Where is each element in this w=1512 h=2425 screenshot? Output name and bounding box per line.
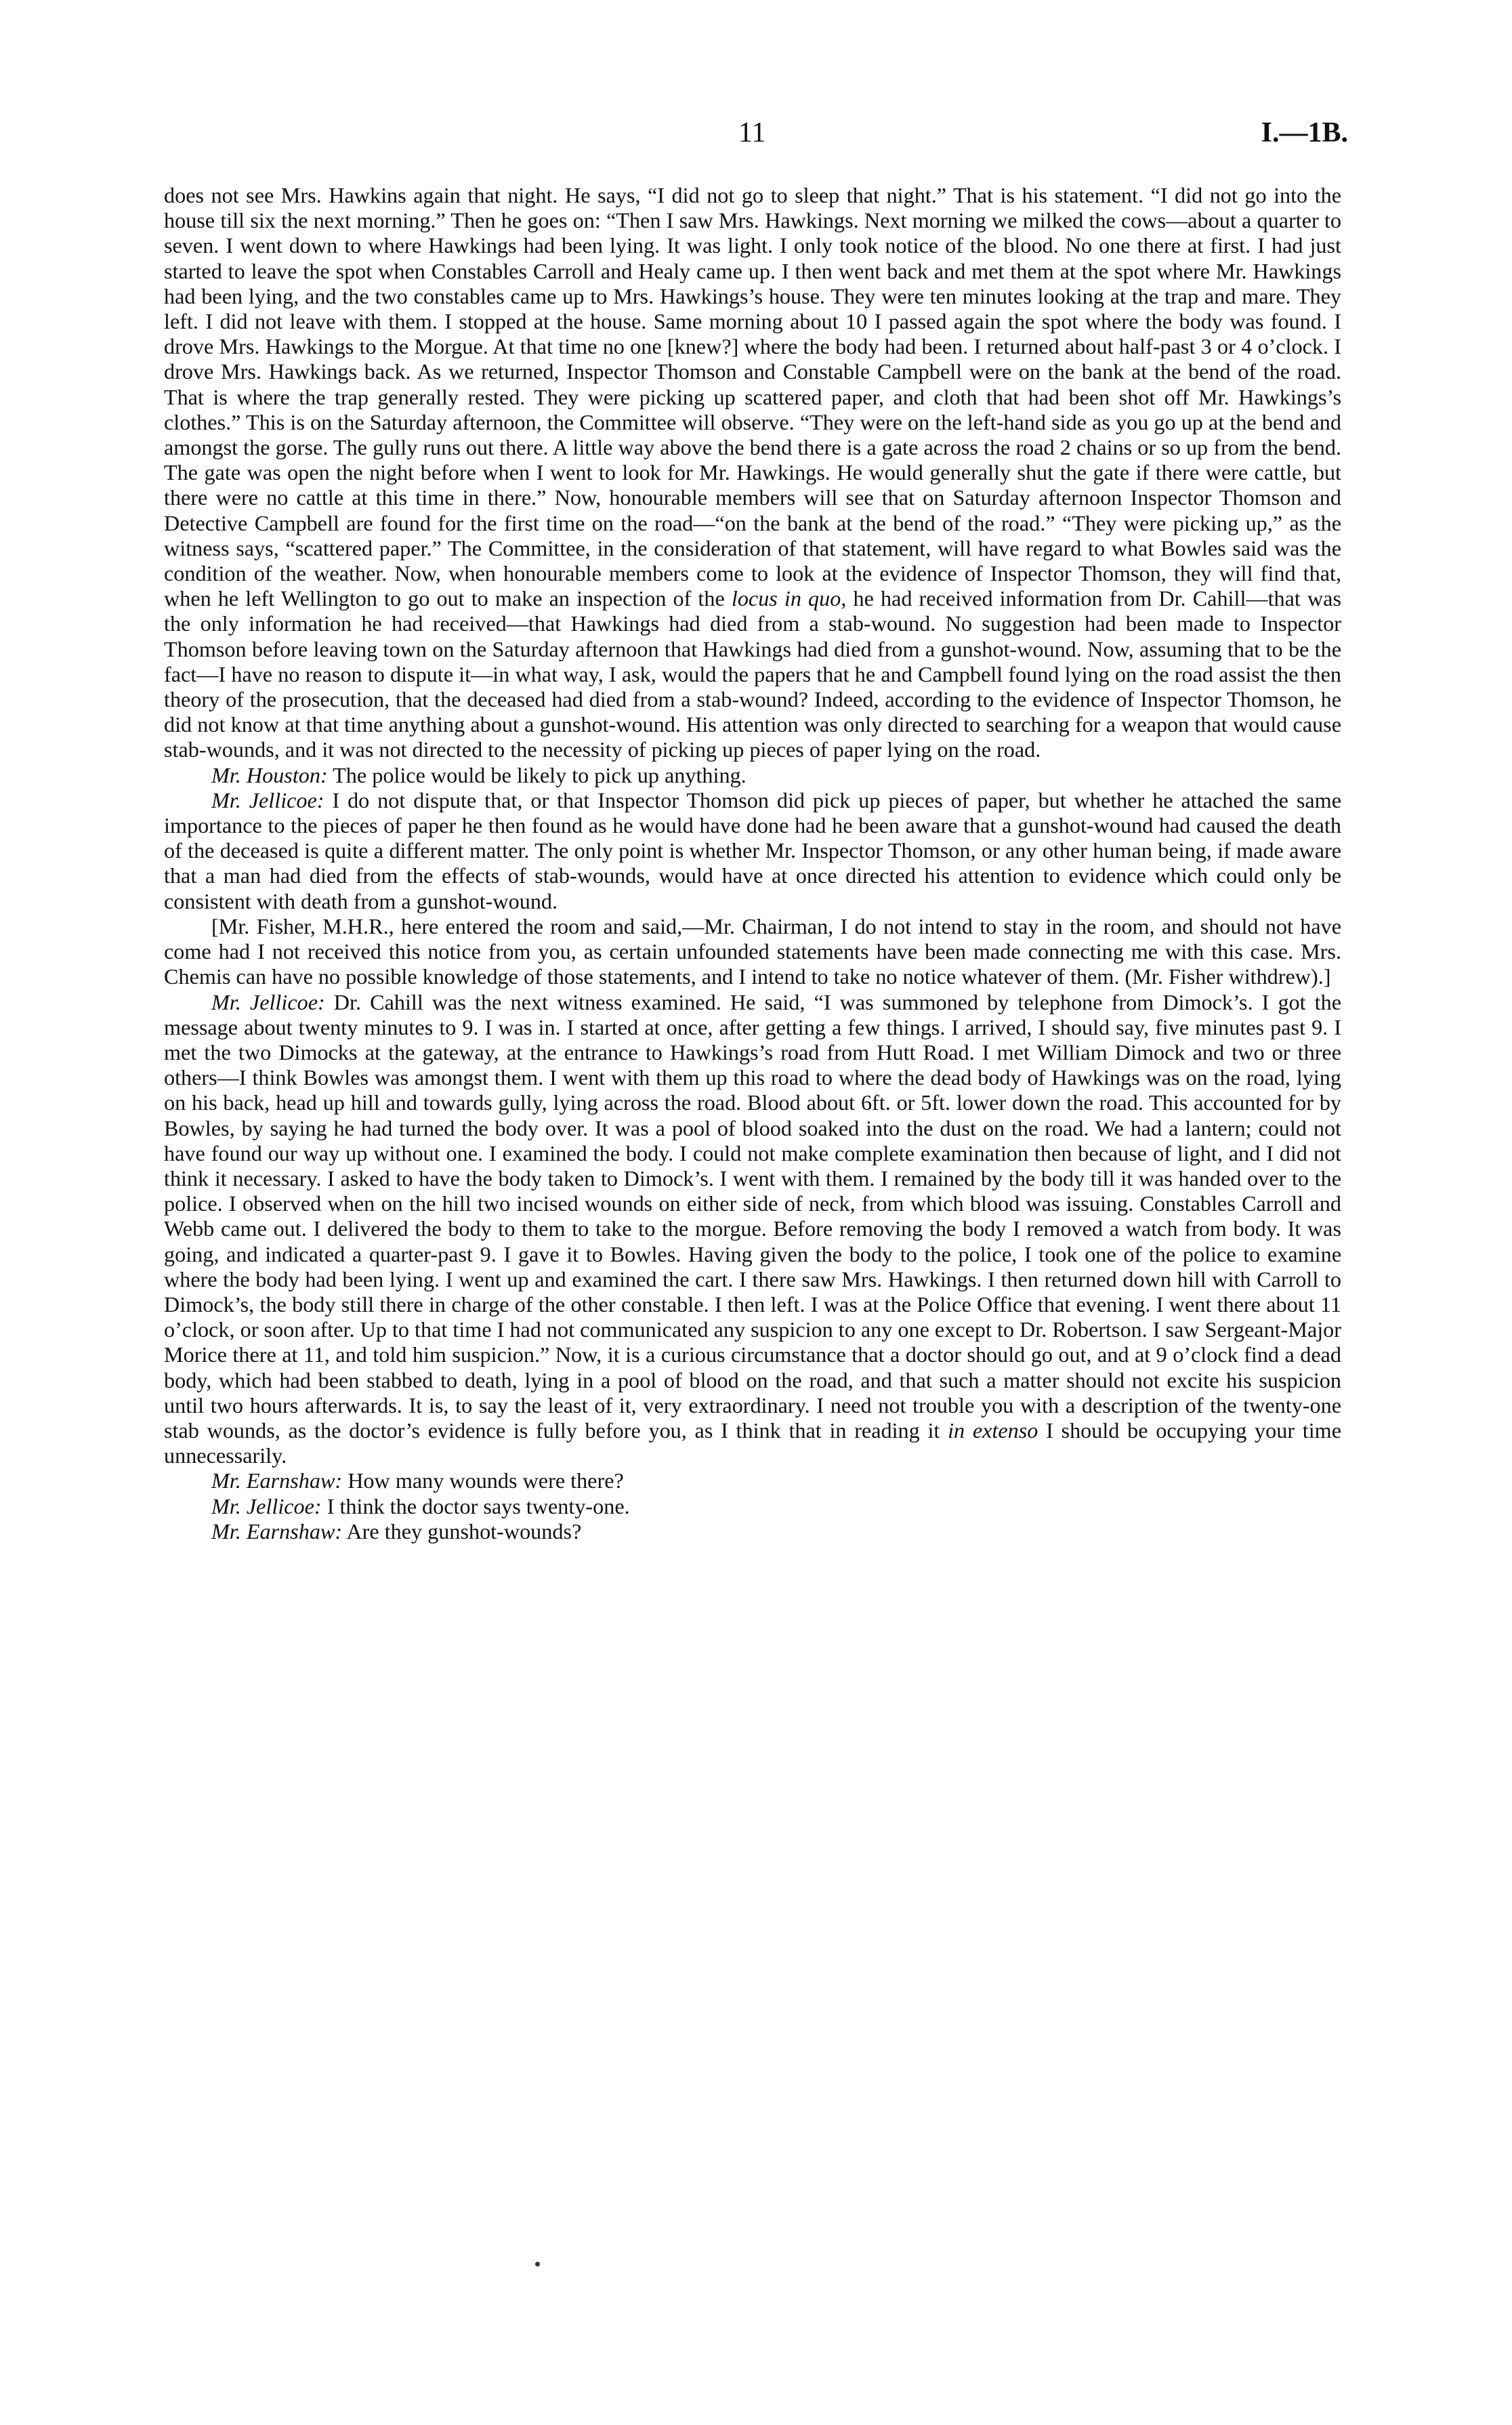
- speaker-name: Mr. Jellicoe:: [211, 989, 325, 1014]
- paragraph-earnshaw-followup: [164, 1519, 1341, 1544]
- paragraph-text: Are they gunshot-wounds?: [342, 1518, 582, 1543]
- paragraph-hawkings-testimony: [164, 183, 1341, 763]
- italic-phrase: in extenso: [948, 1417, 1038, 1443]
- speaker-name: Mr. Earnshaw:: [211, 1468, 343, 1493]
- paragraph-text: , he had received information from Dr. Cahill—that was the only information he had received—that Hawkings had died from a stab-wound. No suggestion had been made to Inspector Thomson before leaving town on the Saturday afternoon that Hawkings had died from a gunshot-wound. Now, assuming that to be the fact—I have no reason to dispute it—in what way, I ask, would the papers that he and Campbell found lying on the road assist the then theory of the prosecution, that the deceased had died from a stab-wound? Indeed, according to the evidence of Inspector Thomson, he did not know at that time anything about a gunshot-wound. His attention was only directed to searching for a weapon that would cause stab-wounds, and it was not directed to the necessity of picking up pieces of paper lying on the road.: [164, 586, 1341, 762]
- paragraph-fisher-interjection: [164, 914, 1341, 990]
- paragraph-earnshaw-question: [164, 1468, 1341, 1493]
- paragraph-text: I do not dispute that, or that Inspector Thomson did pick up pieces of paper, but whether he attached the same importance to the pieces of paper he then found as he would have done had he been aware that a gunshot-wound had caused the death of the deceased is quite a different matter. The only point is whether Mr. Inspector Thomson, or any other human being, if made aware that a man had died from the effects of stab-wounds, would have at once directed his attention to evidence which could only be consistent with death from a gunshot-wound.: [164, 787, 1341, 913]
- paragraph-jellicoe-answer: [164, 1494, 1341, 1519]
- speaker-name: Mr. Jellicoe:: [211, 1493, 322, 1518]
- paragraph-text: The police would be likely to pick up anything.: [327, 762, 747, 787]
- page-number: 11: [738, 117, 766, 148]
- document-body: [164, 183, 1341, 1544]
- ink-dot-mark: [535, 2262, 540, 2266]
- document-reference-code: I.—1B.: [1261, 117, 1348, 148]
- paragraph-cahill-evidence: [164, 990, 1341, 1469]
- paragraph-text: [Mr. Fisher, M.H.R., here entered the room and said,—Mr. Chairman, I do not intend to stay in the room, and should not have come had I not received this notice from you, as certain unfounded statements have been made connecting me with this case. Mrs. Chemis can have no possible knowledge of those statements, and I intend to take no notice whatever of them. (Mr. Fisher withdrew).]: [164, 913, 1341, 989]
- speaker-name: Mr. Earnshaw:: [211, 1518, 343, 1543]
- paragraph-houston: [164, 763, 1341, 788]
- paragraph-jellicoe-reply: [164, 788, 1341, 914]
- paragraph-text: Dr. Cahill was the next witness examined. He said, “I was summoned by telephone from Dimock’s. I got the message about twenty minutes to 9. I was in. I started at once, after getting a few things. I arrived, I should say, five minutes past 9. I met the two Dimocks at the gateway, at the entrance to Hawkings’s road from Hutt Road. I met William Dimock and two or three others—I think Bowles was amongst them. I went with them up this road to where the dead body of Hawkings was on the road, lying on his back, head up hill and towards gully, lying across the road. Blood about 6ft. or 5ft. lower down the road. This accounted for by Bowles, by saying he had turned the body over. It was a pool of blood soaked into the dust on the road. We had a lantern; could not have found our way up without one. I examined the body. I could not make complete examination then because of light, and I did not think it necessary. I asked to have the body taken to Dimock’s. I went with them. I remained by the body till it was handed over to the police. I observed when on the hill two incised wounds on either side of neck, from which blood was issuing. Constables Carroll and Webb came out. I delivered the body to them to take to the morgue. Before removing the body I removed a watch from body. It was going, and indicated a quarter-past 9. I gave it to Bowles. Having given the body to the police, I took one of the police to examine where the body had been lying. I went up and examined the cart. I there saw Mrs. Hawkings. I then returned down hill with Carroll to Dimock’s, the body still there in charge of the other constable. I then left. I was at the Police Office that evening. I went there about 11 o’clock, or soon after. Up to that time I had not communicated any suspicion to any one except to Dr. Robertson. I saw Sergeant-Major Morice there at 11, and told him suspicion.” Now, it is a curious circumstance that a doctor should go out, and at 9 o’clock find a dead body, which had been stabbed to death, lying in a pool of blood on the road, and that such a matter should not excite his suspicion until two hours afterwards. It is, to say the least of it, very extraordinary. I need not trouble you with a description of the twenty-one stab wounds, as the doctor’s evidence is fully before you, as I think that in reading it: [164, 989, 1341, 1443]
- speaker-name: Mr. Houston:: [211, 762, 328, 787]
- italic-phrase: locus in quo: [731, 586, 841, 611]
- speaker-name: Mr. Jellicoe:: [211, 787, 324, 812]
- paragraph-text: I should be occupying your time unnecessarily.: [164, 1417, 1341, 1468]
- paragraph-text: I think the doctor says twenty-one.: [321, 1493, 630, 1518]
- paragraph-text: does not see Mrs. Hawkins again that night. He says, “I did not go to sleep that night.” That is his statement. “I did not go into the house till six the next morning.” Then he goes on: “Then I saw Mrs. Hawkings. Next morning we milked the cows—about a quarter to seven. I went down to where Hawkings had been lying. It was light. I only took notice of the blood. No one there at first. I had just started to leave the spot when Constables Carroll and Healy came up. I then went back and met them at the spot where Mr. Hawkings had been lying, and the two constables came up to Mrs. Hawkings’s house. They were ten minutes looking at the trap and mare. They left. I did not leave with them. I stopped at the house. Same morning about 10 I passed again the spot where the body was found. I drove Mrs. Hawkings to the Morgue. At that time no one [knew?] where the body had been. I returned about half-past 3 or 4 o’clock. I drove Mrs. Hawkings back. As we returned, Inspector Thomson and Constable Campbell were on the bank at the bend of the road. That is where the trap generally rested. They were picking up scattered paper, and cloth that had been shot off Mr. Hawkings’s clothes.” This is on the Saturday afternoon, the Committee will observe. “They were on the left-hand side as you go up at the bend and amongst the gorse. The gully runs out there. A little way above the bend there is a gate across the road 2 chains or so up from the bend. The gate was open the night before when I went to look for Mr. Hawkings. He would generally shut the gate if there were cattle, but there were no cattle at this time in there.” Now, honourable members will see that on Saturday afternoon Inspector Thomson and Detective Campbell are found for the first time on the road—“on the bank at the bend of the road.” “They were picking up,” as the witness says, “scattered paper.” The Committee, in the consideration of that statement, will have regard to what Bowles said was the condition of the weather. Now, when honourable members come to look at the evidence of Inspector Thomson, they will find that, when he left Wellington to go out to make an inspection of the: [164, 183, 1341, 611]
- paragraph-text: How many wounds were there?: [342, 1468, 624, 1493]
